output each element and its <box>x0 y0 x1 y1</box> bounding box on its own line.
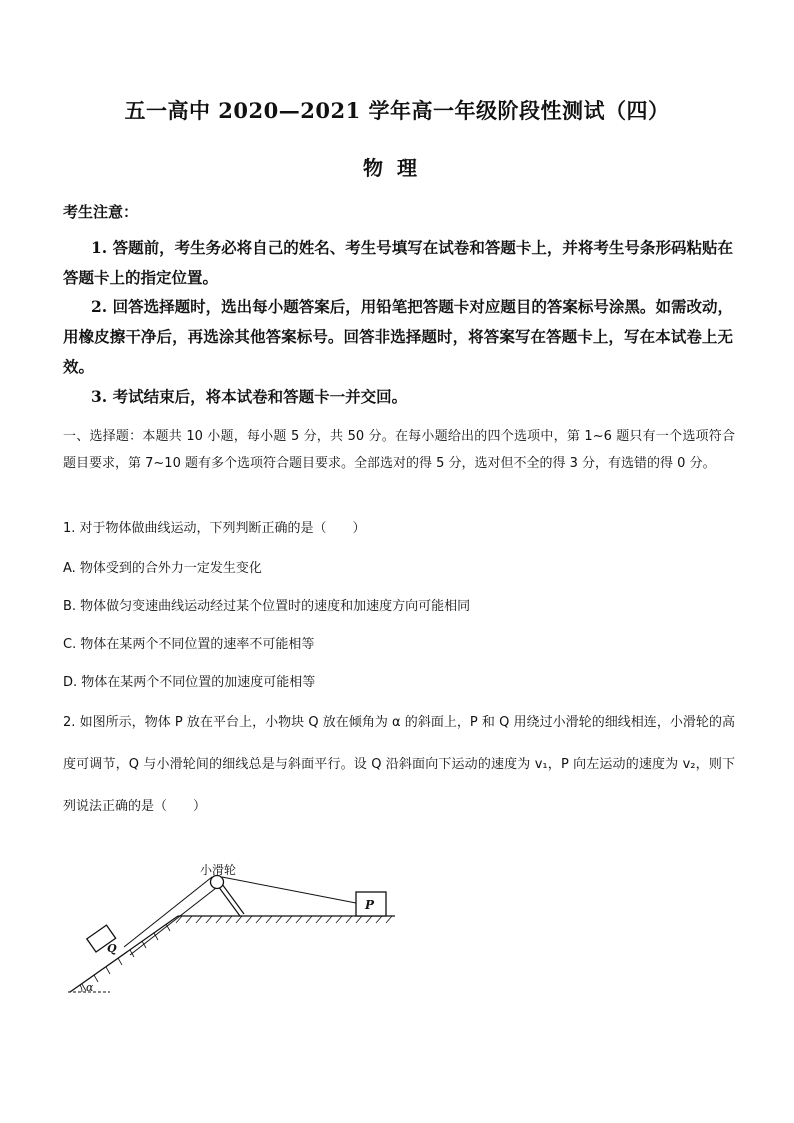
question-1-stem: 1. 对于物体做曲线运动，下列判断正确的是（ ） <box>63 521 366 536</box>
question-1-option-a: A. 物体受到的合外力一定发生变化 <box>63 561 262 576</box>
string-pulley-p <box>222 877 356 903</box>
pulley-icon <box>211 876 224 889</box>
question-2-stem: 2. 如图所示，物体 P 放在平台上，小物块 Q 放在倾角为 α 的斜面上，P 和 Q 用绕过小滑轮的细线相连，小滑轮的高度可调节，Q 与小滑轮间的细线总是与斜面平行。设 Q 沿斜面向下运动的速度为 v₁，P 向左运动的速度为 v₂，则下列说法正确的是（ ） <box>63 715 735 814</box>
block-p-label: P <box>365 898 375 912</box>
angle-label: α <box>86 981 94 994</box>
pulley-support <box>218 886 240 916</box>
notice-item-1: 1. 答题前，考生务必将自己的姓名、考生号填写在试卷和答题卡上，并将考生号条形码粘贴在答题卡上的指定位置。 <box>63 238 733 287</box>
block-q-label: Q <box>107 942 117 955</box>
notice-item-2: 2. 回答选择题时，选出每小题答案后，用铅笔把答题卡对应题目的答案标号涂黑。如需改动，用橡皮擦干净后，再选涂其他答案标号。回答非选择题时，将答案写在答题卡上，写在本试卷上无效。 <box>63 297 733 376</box>
pulley-incline-diagram <box>60 848 400 998</box>
section-instructions: 一、选择题：本题共 10 小题，每小题 5 分，共 50 分。在每小题给出的四个选项中，第 1~6 题只有一个选项符合题目要求，第 7~10 题有多个选项符合题目要求。全部选对的得 5 分，选对但不全的得 3 分，有选错的得 0 分。 <box>63 429 735 471</box>
question-1-option-b: B. 物体做匀变速曲线运动经过某个位置时的速度和加速度方向可能相同 <box>63 599 471 614</box>
platform-hatching <box>176 916 392 923</box>
angle-arc <box>80 985 82 992</box>
exam-title: 五一高中 2020—2021 学年高一年级阶段性测试（四） <box>124 98 670 123</box>
question-1-option-c: C. 物体在某两个不同位置的速率不可能相等 <box>63 637 315 652</box>
subject-title: 物理 <box>363 156 431 180</box>
notice-item-3: 3. 考试结束后，将本试卷和答题卡一并交回。 <box>91 387 408 406</box>
string-q-pulley <box>124 877 212 947</box>
notice-heading: 考生注意： <box>63 203 139 221</box>
question-1-option-d: D. 物体在某两个不同位置的加速度可能相等 <box>63 675 316 690</box>
pulley-label: 小滑轮 <box>200 863 237 877</box>
